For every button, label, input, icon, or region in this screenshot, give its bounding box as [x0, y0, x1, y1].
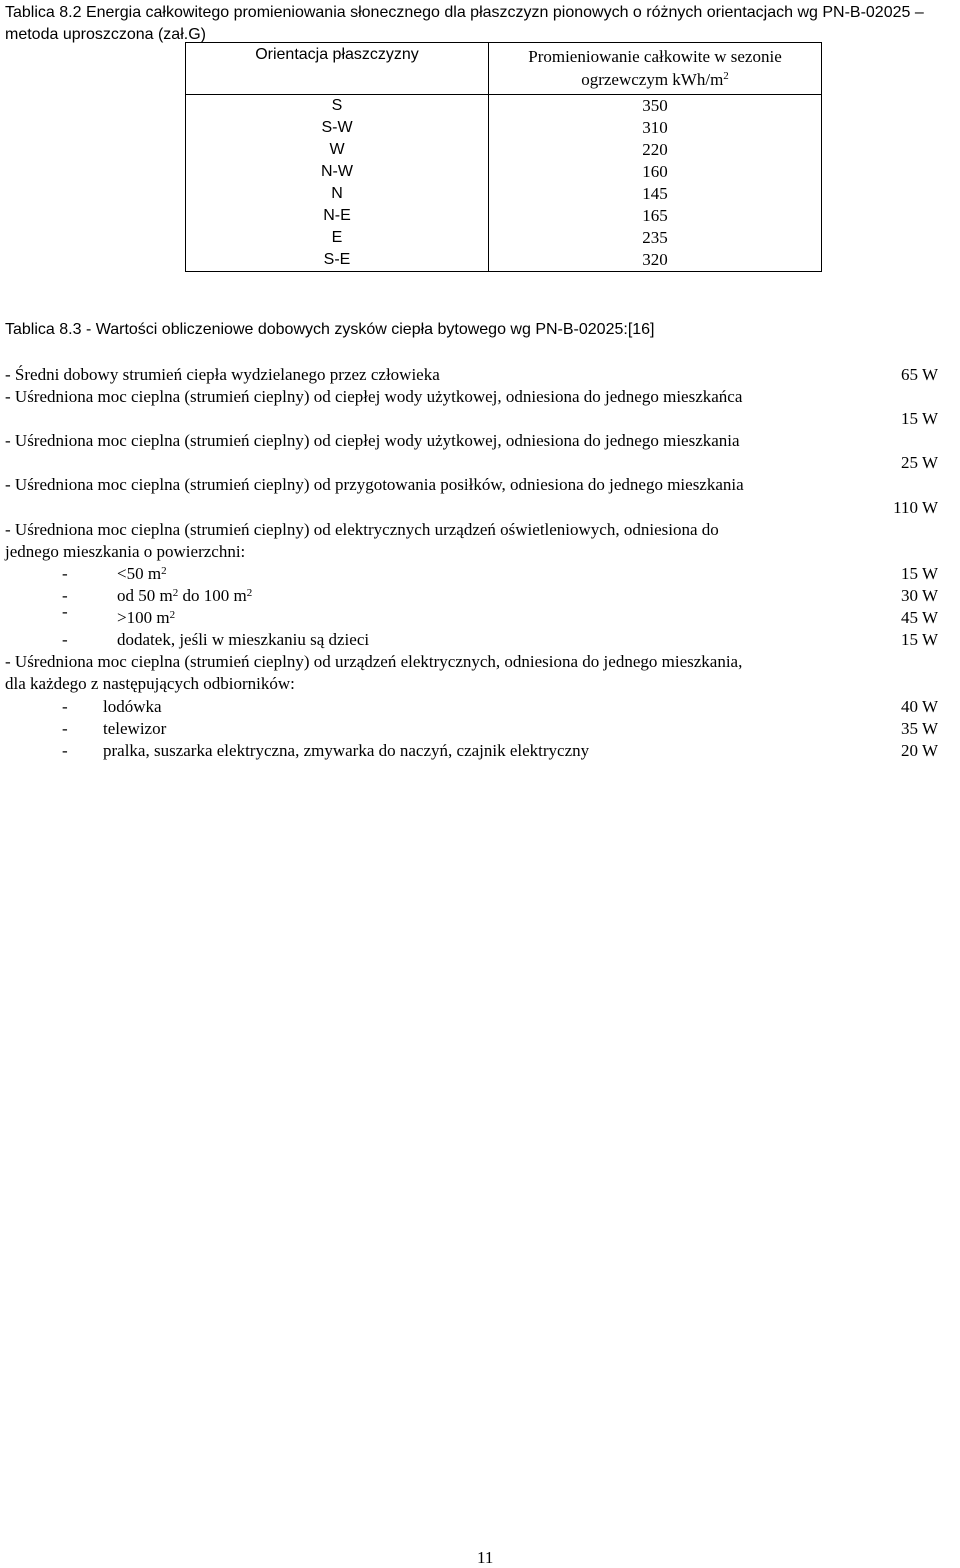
- radiation-header-line2: ogrzewczym kWh/m: [581, 70, 724, 89]
- sub-item-text: >100 $m^2$: [117, 608, 176, 627]
- dash: -: [62, 741, 68, 760]
- item-value: 15 W: [901, 409, 938, 428]
- sub-item-text: <50 $m^2$: [117, 564, 167, 583]
- table-row: [186, 227, 822, 249]
- table-row: [186, 161, 822, 183]
- table-row: [186, 117, 822, 139]
- radiation-cell: 160: [489, 161, 822, 183]
- radiation-table: [185, 42, 822, 272]
- radiation-header-sup: 2: [723, 70, 729, 82]
- list-item-continuation: [5, 541, 938, 563]
- list-item: [5, 519, 938, 541]
- page-number: 11: [477, 1548, 494, 1567]
- list-item: [5, 430, 938, 452]
- radiation-cell: 310: [489, 117, 822, 139]
- sub-item-text: pralka, suszarka elektryczna, zmywarka do naczyń, czajnik elektryczny: [103, 741, 590, 760]
- table-row: [186, 205, 822, 227]
- table-row: [186, 249, 822, 272]
- list-item: [5, 364, 938, 386]
- item-text: - Uśredniona moc cieplna (strumień cieplny) od przygotowania posiłków, odniesiona do jednego mieszkania: [5, 475, 744, 494]
- sub-item-text: telewizor: [103, 719, 167, 738]
- list-item: [5, 651, 938, 673]
- table-8-2-caption: Tablica 8.2 Energia całkowitego promieniowania słonecznego dla płaszczyzn pionowych o różnych orientacjach wg PN-B-02025 – metoda uproszczona (zał.G): [5, 4, 924, 43]
- radiation-cell: 350: [489, 95, 822, 118]
- list-item: [5, 386, 938, 408]
- item-value: 15 W: [901, 564, 938, 583]
- table-row: [186, 95, 822, 118]
- orientation-cell: N-E: [186, 205, 489, 227]
- radiation-header-line1: Promieniowanie całkowite w sezonie: [528, 47, 782, 66]
- orientation-cell: S-W: [186, 117, 489, 139]
- orientation-header: Orientacja płaszczyzny: [186, 43, 489, 95]
- dash: -: [62, 697, 68, 716]
- orientation-cell: E: [186, 227, 489, 249]
- table-row: [186, 183, 822, 205]
- item-value: 65 W: [901, 365, 938, 384]
- item-text: dla każdego z następujących odbiorników:: [5, 674, 295, 693]
- dash: -: [62, 564, 68, 583]
- table-8-3-caption: Tablica 8.3 - Wartości obliczeniowe dobowych zysków ciepła bytowego wg PN-B-02025:[16]: [5, 321, 655, 338]
- orientation-cell: S-E: [186, 249, 489, 272]
- item-text: - Uśredniona moc cieplna (strumień cieplny) od elektrycznych urządzeń oświetleniowych, odniesiona do: [5, 520, 719, 539]
- dash: -: [62, 586, 68, 605]
- list-item-continuation: [5, 673, 938, 695]
- sub-item-text: dodatek, jeśli w mieszkaniu są dzieci: [117, 630, 370, 649]
- item-value: 45 W: [901, 608, 938, 627]
- item-text: - Średni dobowy strumień ciepła wydzielanego przez człowieka: [5, 365, 440, 384]
- item-text: jednego mieszkania o powierzchni:: [5, 542, 246, 561]
- radiation-cell: 220: [489, 139, 822, 161]
- orientation-cell: S: [186, 95, 489, 118]
- orientation-cell: N: [186, 183, 489, 205]
- item-value: 110 W: [893, 498, 938, 517]
- sub-item-text: lodówka: [103, 697, 162, 716]
- table-header-row: [186, 43, 822, 95]
- item-value: 35 W: [901, 719, 938, 738]
- radiation-header: [489, 43, 822, 95]
- orientation-cell: N-W: [186, 161, 489, 183]
- radiation-cell: 235: [489, 227, 822, 249]
- item-value: 30 W: [901, 586, 938, 605]
- dash: -: [62, 630, 68, 649]
- item-text: - Uśredniona moc cieplna (strumień cieplny) od ciepłej wody użytkowej, odniesiona do jednego mieszkańca: [5, 387, 743, 406]
- table-row: [186, 139, 822, 161]
- radiation-cell: 320: [489, 249, 822, 272]
- item-value: 40 W: [901, 697, 938, 716]
- item-text: - Uśredniona moc cieplna (strumień cieplny) od urządzeń elektrycznych, odniesiona do jednego mieszkania,: [5, 652, 743, 671]
- dash: -: [62, 719, 68, 738]
- item-value: 20 W: [901, 741, 938, 760]
- radiation-cell: 165: [489, 205, 822, 227]
- orientation-cell: W: [186, 139, 489, 161]
- dash: -: [62, 602, 68, 621]
- item-text: - Uśredniona moc cieplna (strumień cieplny) od ciepłej wody użytkowej, odniesiona do jednego mieszkania: [5, 431, 740, 450]
- item-value: 15 W: [901, 630, 938, 649]
- item-value: 25 W: [901, 453, 938, 472]
- radiation-cell: 145: [489, 183, 822, 205]
- sub-item-text: od 50 $m^2$ do 100 $m^2$: [117, 586, 253, 605]
- list-item: [5, 474, 938, 496]
